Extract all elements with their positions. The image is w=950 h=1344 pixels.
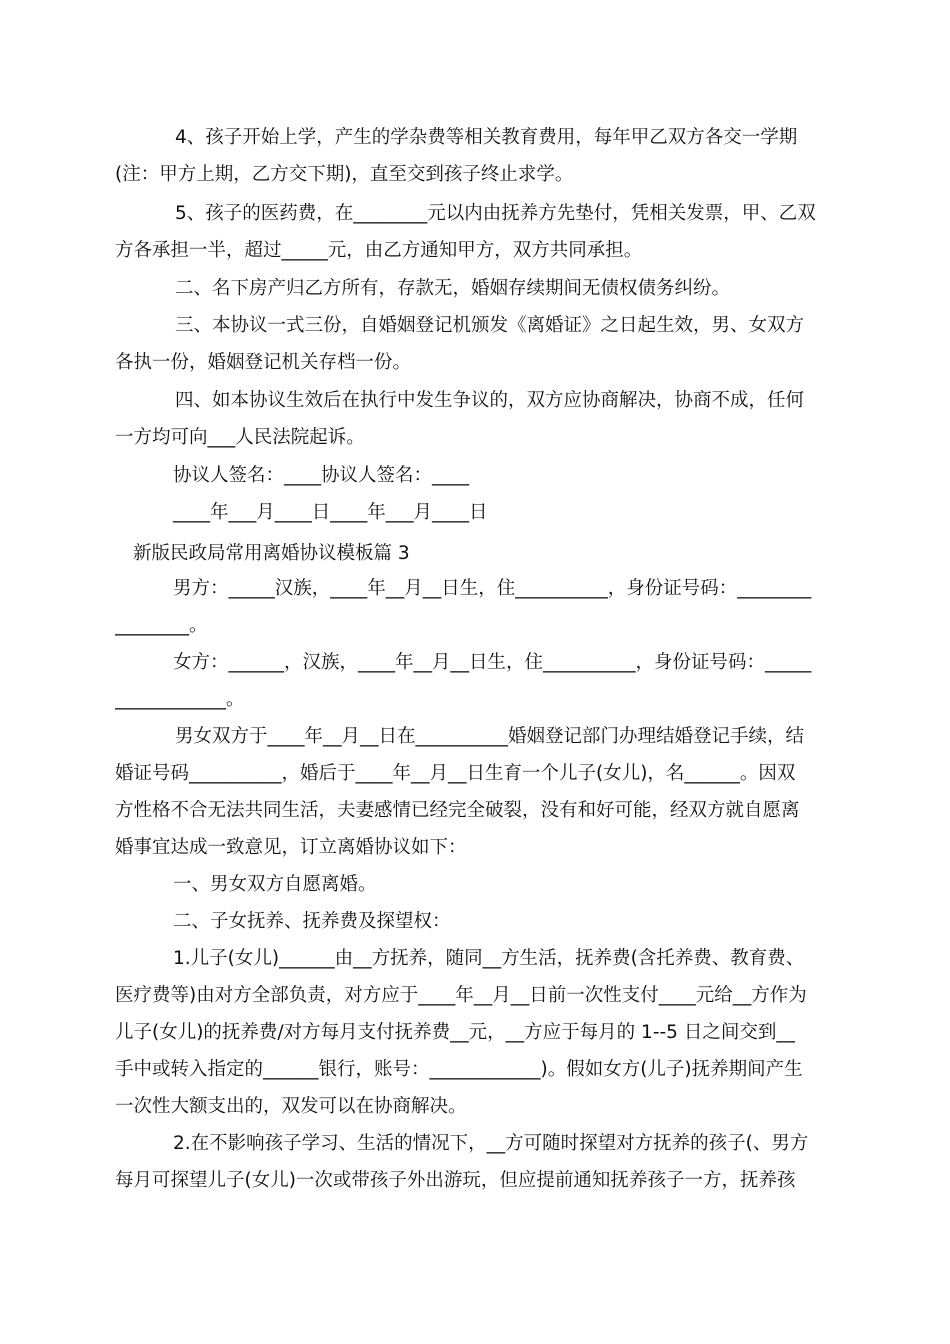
marriage-paragraph: [115, 718, 839, 866]
signature-line: [115, 457, 839, 494]
text-line: 二、子女抚养、抚养费及探望权：: [173, 911, 451, 932]
text-line: 1.儿子(女儿)______由__方抚养，随同__方生活，抚养费(含托养费、教育费、: [173, 948, 805, 969]
text-line: 方各承担一半，超过_____元，由乙方通知甲方，双方共同承担。: [115, 240, 643, 261]
property-paragraph: [115, 270, 839, 307]
text-line: 协议人签名：____协议人签名：____: [173, 465, 470, 486]
text-line: 男女双方于____年__月__日在__________婚姻登记部门办理结婚登记手续，结: [175, 726, 805, 747]
text-line: 婚证号码__________，婚后于____年__月__日生育一个儿子(女儿)，名______。因双: [115, 763, 796, 784]
text-line: 方性格不合无法共同生活，夫妻感情已经完全破裂，没有和好可能，经双方就自愿离: [115, 800, 800, 821]
text-line: 儿子(女儿)的抚养费/对方每月支付抚养费__元，__方应于每月的 1--5 日之间交到__: [115, 1022, 795, 1043]
text-line: 三、本协议一式三份，自婚姻登记机颁发《离婚证》之日起生效，男、女双方: [175, 315, 805, 336]
text-line: 一、男女双方自愿离婚。: [173, 874, 377, 895]
text-line: (注：甲方上期，乙方交下期)，直至交到孩子终止求学。: [115, 164, 574, 185]
item-1-paragraph: [115, 940, 839, 1125]
clause-one-paragraph: [115, 866, 839, 903]
section-title: 新版民政局常用离婚协议模板篇 3: [133, 543, 410, 564]
dispute-paragraph: [115, 382, 839, 456]
copies-paragraph: [115, 307, 839, 381]
text-line: 医疗费等)由对方全部负责，对方应于____年__月__日前一次性支付____元给__方作为: [115, 985, 807, 1006]
text-line: 一方均可向___人民法院起诉。: [115, 427, 365, 448]
text-line: ____________。: [115, 689, 245, 710]
text-line: 二、名下房产归乙方所有，存款无，婚姻存续期间无债权债务纠纷。: [175, 278, 731, 299]
clause-two-paragraph: [115, 903, 839, 940]
text-line: 男方：_____汉族，____年__月__日生，住__________，身份证号码：________: [173, 578, 812, 599]
date-line: [115, 494, 839, 531]
text-line: 2.在不影响孩子学习、生活的情况下，__方可随时探望对方抚养的孩子(、男方: [173, 1133, 809, 1154]
text-line: 手中或转入指定的______银行，账号：____________)。假如女方(儿子)抚养期间产生: [115, 1059, 803, 1080]
text-line: 一次性大额支出的，双发可以在协商解决。: [115, 1096, 467, 1117]
clause-4-paragraph: [115, 119, 839, 193]
text-line: 5、孩子的医药费，在________元以内由抚养方先垫付，凭相关发票，甲、乙双: [175, 203, 816, 224]
female-party-paragraph: [115, 644, 839, 718]
clause-5-paragraph: [115, 195, 839, 269]
text-line: 女方：______，汉族，____年__月__日生，住__________，身份证号码：_____: [173, 652, 812, 673]
text-line: 4、孩子开始上学，产生的学杂费等相关教育费用，每年甲乙双方各交一学期: [175, 127, 798, 148]
text-line: 婚事宜达成一致意见，订立离婚协议如下：: [115, 837, 467, 858]
male-party-paragraph: [115, 570, 839, 644]
text-line: ____年___月____日____年___月____日: [173, 502, 488, 523]
item-2-paragraph: [115, 1125, 839, 1199]
text-line: 各执一份，婚姻登记机关存档一份。: [115, 352, 412, 373]
text-line: 每月可探望儿子(女儿)一次或带孩子外出游玩，但应提前通知抚养孩子一方，抚养孩: [115, 1170, 796, 1191]
text-line: 四、如本协议生效后在执行中发生争议的，双方应协商解决，协商不成，任何: [175, 390, 805, 411]
text-line: ________。: [115, 615, 208, 636]
